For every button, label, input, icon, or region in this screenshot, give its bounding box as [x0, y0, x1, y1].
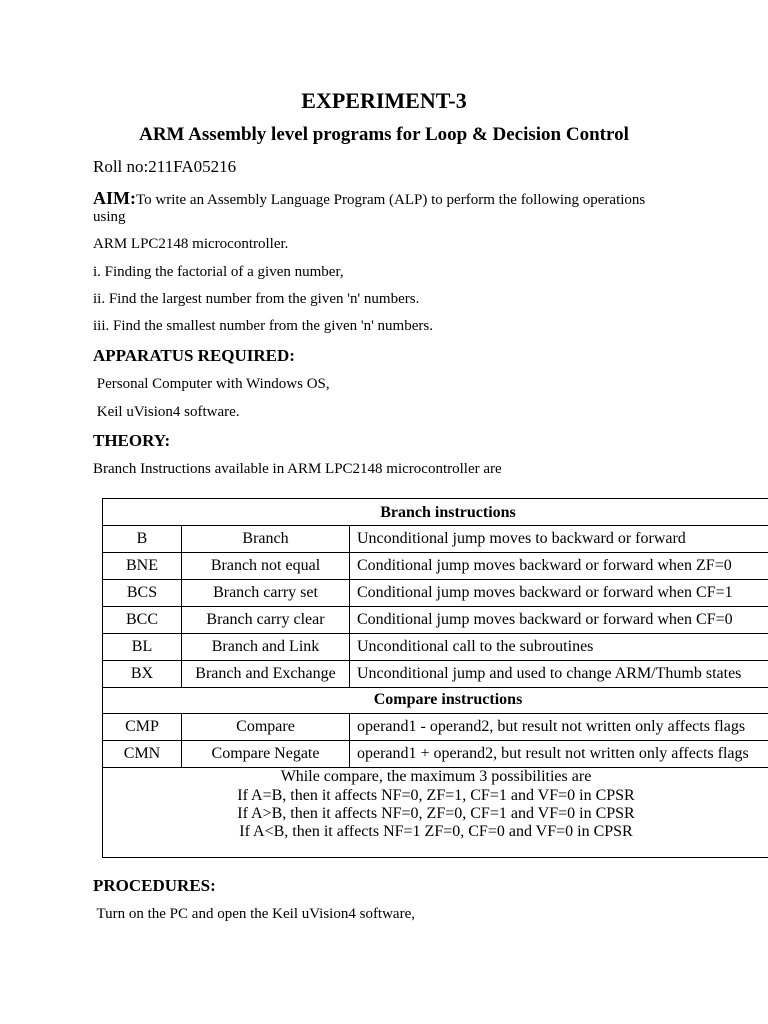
table-cell-mnemonic: BX	[130, 665, 154, 682]
table-cell-description: operand1 + operand2, but result not written only affects flags	[357, 745, 749, 762]
table-cell-description: Unconditional jump moves to backward or forward	[357, 530, 686, 547]
aim-label: AIM:	[93, 188, 136, 208]
table-cell-name: Branch not equal	[210, 557, 321, 574]
table-cell-name: Branch carry clear	[206, 611, 325, 628]
table-cell-mnemonic: B	[136, 530, 148, 547]
compare-note: If A=B, then it affects NF=0, ZF=1, CF=1 and VF=0 in CPSR	[237, 787, 635, 804]
branch-instructions-table	[102, 498, 768, 858]
aim-continuation: using	[93, 209, 126, 225]
apparatus-item: Keil uVision4 software.	[93, 404, 240, 420]
table-cell-description: Conditional jump moves backward or forward when CF=1	[357, 584, 733, 601]
apparatus-item: Personal Computer with Windows OS,	[93, 376, 330, 392]
table-cell-mnemonic: BNE	[126, 557, 158, 574]
table-cell-name: Branch	[242, 530, 289, 547]
table-cell-name: Branch carry set	[213, 584, 318, 601]
roll-number: Roll no:211FA05216	[93, 157, 237, 176]
theory-heading: THEORY:	[93, 431, 171, 450]
table-cell-name: Branch and Link	[211, 638, 320, 655]
compare-note: If A>B, then it affects NF=0, ZF=0, CF=1 and VF=0 in CPSR	[237, 805, 635, 822]
table-cell-mnemonic: CMP	[125, 718, 159, 735]
table-cell-description: Unconditional call to the subroutines	[357, 638, 594, 655]
procedures-line: Turn on the PC and open the Keil uVision4 software,	[93, 906, 415, 922]
table-cell-description: operand1 - operand2, but result not written only affects flags	[357, 718, 746, 735]
table-cell-description: Conditional jump moves backward or forward when ZF=0	[357, 557, 732, 574]
branch-table-header: Branch instructions	[380, 504, 516, 521]
compare-note: While compare, the maximum 3 possibilities are	[280, 768, 592, 785]
table-cell-name: Compare	[236, 718, 295, 735]
page-subtitle: ARM Assembly level programs for Loop & Decision Control	[139, 124, 629, 145]
aim-line: i. Finding the factorial of a given number,	[93, 264, 344, 280]
table-cell-name: Compare Negate	[211, 745, 320, 762]
aim-line: iii. Find the smallest number from the given 'n' numbers.	[93, 318, 433, 334]
apparatus-heading: APPARATUS REQUIRED:	[93, 346, 295, 365]
table-cell-mnemonic: BCS	[126, 584, 158, 601]
compare-table-header: Compare instructions	[373, 691, 523, 708]
table-cell-mnemonic: BL	[131, 638, 153, 655]
table-cell-name: Branch and Exchange	[195, 665, 336, 682]
table-cell-description: Unconditional jump and used to change ARM/Thumb states	[357, 665, 742, 682]
aim-text: To write an Assembly Language Program (ALP) to perform the following operations	[136, 192, 646, 208]
page-title: EXPERIMENT-3	[301, 88, 467, 113]
aim-line: ARM LPC2148 microcontroller.	[93, 236, 289, 252]
procedures-heading: PROCEDURES:	[93, 876, 216, 895]
compare-note: If A<B, then it affects NF=1 ZF=0, CF=0 and VF=0 in CPSR	[239, 823, 633, 840]
table-cell-description: Conditional jump moves backward or forward when CF=0	[357, 611, 733, 628]
aim-paragraph	[93, 188, 645, 209]
aim-line: ii. Find the largest number from the given 'n' numbers.	[93, 291, 420, 307]
table-cell-mnemonic: CMN	[123, 745, 161, 762]
table-cell-mnemonic: BCC	[125, 611, 158, 628]
theory-intro: Branch Instructions available in ARM LPC2148 microcontroller are	[93, 461, 502, 477]
